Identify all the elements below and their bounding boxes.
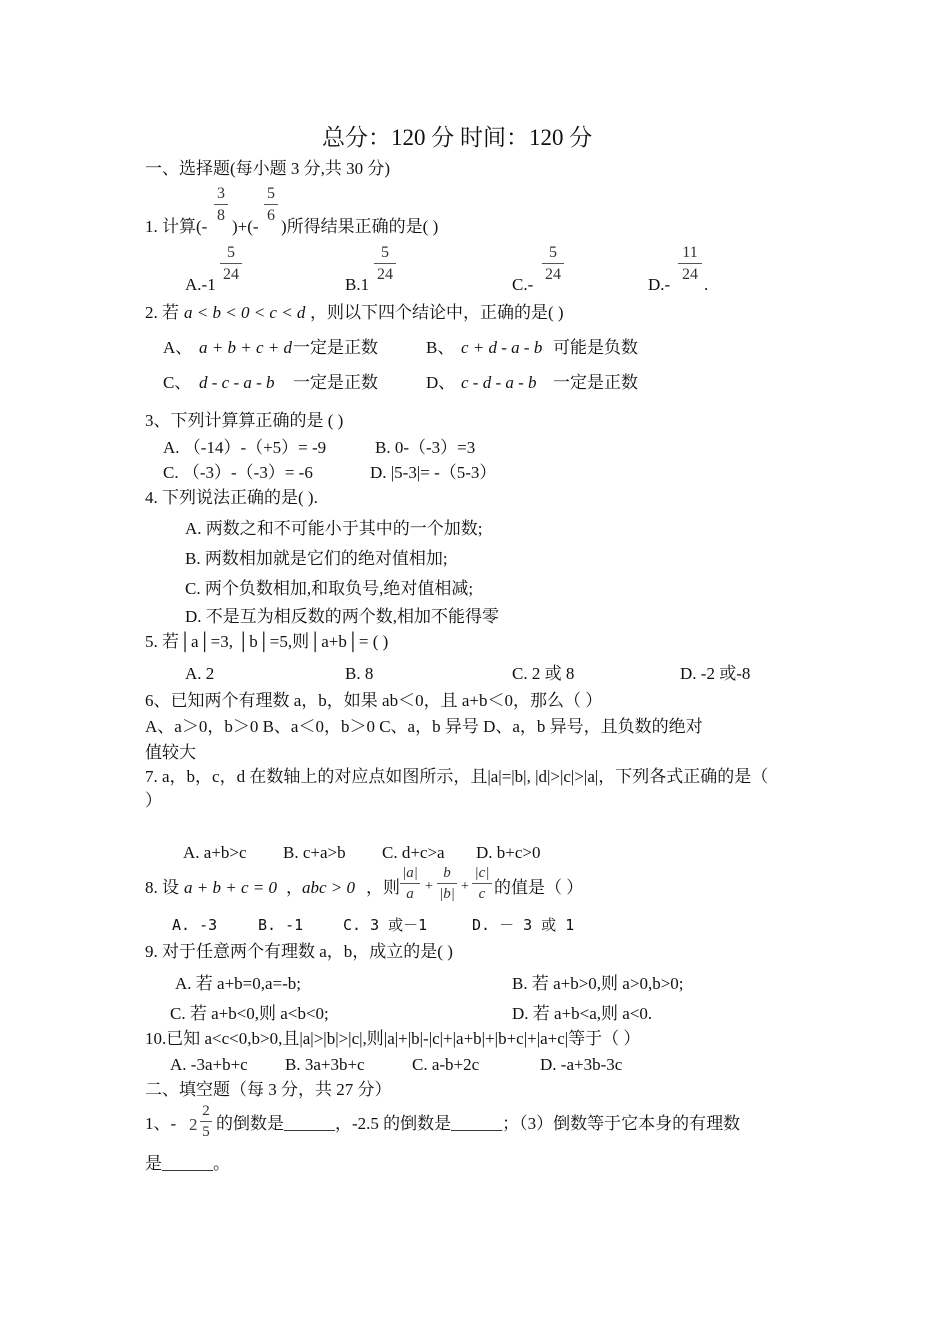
- fill1-whole-number: 2: [189, 1115, 198, 1134]
- q1-option-a-label: A.-1: [185, 275, 216, 294]
- q1-option-a-fraction: 5 24: [220, 245, 242, 283]
- q1-option-c-fraction: 5 24: [542, 245, 564, 283]
- q2-option-a-text: 一定是正数: [293, 338, 378, 357]
- q8-fraction-1: |a| a: [400, 866, 420, 902]
- q6-stem: 6、已知两个有理数 a，b，如果 ab＜0，且 a+b＜0，那么（ ）: [145, 691, 603, 710]
- q4-option-b: B. 两数相加就是它们的绝对值相加;: [185, 549, 448, 568]
- q3-option-a: A. （-14）-（+5）= -9: [163, 438, 327, 457]
- fill1-pre: 1、-: [145, 1114, 177, 1133]
- section-1-heading: 一、选择题(每小题 3 分,共 30 分): [145, 159, 391, 178]
- q8-option-a: A. -3: [172, 916, 218, 934]
- q4-stem: 4. 下列说法正确的是( ).: [145, 488, 318, 507]
- q7-option-a: A. a+b>c: [183, 843, 247, 862]
- q2-stem-post: ，则以下四个结论中，正确的是( ): [310, 303, 564, 322]
- q7-stem: 7. a，b，c，d 在数轴上的对应点如图所示，且|a|=|b|, |d|>|c|>|a|，下列各式正确的是（: [145, 767, 769, 786]
- q9-option-c: C. 若 a+b<0,则 a<b<0;: [170, 1004, 329, 1023]
- fill1-text-continued: 是______。: [145, 1154, 230, 1173]
- page-title: 总分：120 分 时间：120 分: [322, 125, 593, 150]
- q10-option-c: C. a-b+2c: [412, 1055, 480, 1074]
- q5-stem: 5. 若│a│=3, │b│=5,则│a+b│= ( ): [145, 632, 389, 651]
- q8-fraction-3: |c| c: [472, 866, 492, 902]
- q4-option-a: A. 两数之和不可能小于其中的一个加数;: [185, 519, 483, 538]
- q1-fraction-b: 5 6: [264, 186, 278, 224]
- q7-option-b: B. c+a>b: [283, 843, 346, 862]
- q1-option-c-label: C.-: [512, 275, 534, 294]
- q8-option-c: C. 3 或－1: [343, 916, 428, 934]
- q1-fraction-a: 3 8: [214, 186, 228, 224]
- fill1-text: 的倒数是______，-2.5 的倒数是______；（3）倒数等于它本身的有理数: [216, 1114, 741, 1133]
- q2-option-d-math: c - d - a - b: [461, 373, 537, 392]
- q5-option-d: D. -2 或-8: [680, 664, 751, 683]
- q2-stem-math: a < b < 0 < c < d: [184, 303, 306, 322]
- q1-option-b-fraction: 5 24: [374, 245, 396, 283]
- q5-option-c: C. 2 或 8: [512, 664, 575, 683]
- q8-separator: ，: [286, 878, 303, 897]
- q9-option-b: B. 若 a+b>0,则 a>0,b>0;: [512, 974, 684, 993]
- q8-stem-pre: 8. 设: [145, 878, 179, 897]
- q2-stem-pre: 2. 若: [145, 303, 179, 322]
- q7-option-d: D. b+c>0: [476, 843, 541, 862]
- section-2-heading: 二、填空题（每 3 分，共 27 分）: [145, 1080, 392, 1099]
- q8-option-b: B. -1: [258, 916, 304, 934]
- q5-option-b: B. 8: [345, 664, 374, 683]
- q2-option-d-label: D、: [426, 373, 456, 392]
- q10-option-d: D. -a+3b-3c: [540, 1055, 623, 1074]
- q3-option-b: B. 0-（-3）=3: [375, 438, 476, 457]
- q9-option-a: A. 若 a+b=0,a=-b;: [175, 974, 302, 993]
- q4-option-c: C. 两个负数相加,和取负号,绝对值相减;: [185, 579, 474, 598]
- q2-option-c-math: d - c - a - b: [199, 373, 275, 392]
- q2-option-a-label: A、: [163, 338, 193, 357]
- q8-then: ，则: [366, 878, 400, 897]
- q10-option-a: A. -3a+b+c: [170, 1055, 248, 1074]
- q9-option-d: D. 若 a+b<a,则 a<0.: [512, 1004, 653, 1023]
- q2-option-b-math: c + d - a - b: [461, 338, 543, 357]
- q6-options-continued: 值较大: [145, 743, 196, 762]
- q8-condition-1: a + b + c = 0: [184, 878, 277, 897]
- fill1-fraction: 2 5: [200, 1104, 212, 1140]
- q2-option-b-label: B、: [426, 338, 455, 357]
- q3-option-c: C. （-3）-（-3）= -6: [163, 463, 313, 482]
- q1-option-d-fraction: 11 24: [678, 245, 702, 283]
- q1-option-b-label: B.1: [345, 275, 370, 294]
- q1-option-d-period: .: [704, 275, 709, 294]
- q10-option-b: B. 3a+3b+c: [285, 1055, 365, 1074]
- q8-plus-1: +: [425, 879, 433, 894]
- q7-option-c: C. d+c>a: [382, 843, 445, 862]
- q8-stem-post: 的值是（ ）: [494, 878, 584, 897]
- q10-stem: 10.已知 a<c<0,b>0,且|a|>|b|>|c|,则|a|+|b|-|c|+|a+b|+|b+c|+|a+c|等于（ ）: [145, 1029, 641, 1048]
- q3-stem: 3、下列计算算正确的是 ( ): [145, 411, 344, 430]
- q2-option-c-label: C、: [163, 373, 192, 392]
- q8-fraction-2: b |b|: [437, 866, 457, 902]
- q1-text-3: )所得结果正确的是( ): [281, 217, 439, 236]
- q2-option-c-text: 一定是正数: [293, 373, 378, 392]
- q9-stem: 9. 对于任意两个有理数 a，b，成立的是( ): [145, 942, 453, 961]
- q3-option-d: D. |5-3|= -（5-3）: [370, 463, 497, 482]
- q1-text-1: 1. 计算(-: [145, 217, 208, 236]
- q2-option-d-text: 一定是正数: [553, 373, 638, 392]
- q7-stem-continued: ）: [145, 791, 162, 810]
- q5-option-a: A. 2: [185, 664, 215, 683]
- q2-option-a-math: a + b + c + d: [199, 338, 292, 357]
- q6-options: A、a＞0，b＞0 B、a＜0，b＞0 C、a，b 异号 D、a，b 异号，且负数的绝对: [145, 717, 703, 736]
- q1-option-d-label: D.-: [648, 275, 671, 294]
- q1-text-2: )+(-: [232, 217, 259, 236]
- q4-option-d: D. 不是互为相反数的两个数,相加不能得零: [185, 607, 500, 626]
- q2-option-b-text: 可能是负数: [553, 338, 638, 357]
- q8-plus-2: +: [461, 879, 469, 894]
- q8-option-d: D. － 3 或 1: [472, 916, 575, 934]
- q8-condition-2: abc > 0: [302, 878, 356, 897]
